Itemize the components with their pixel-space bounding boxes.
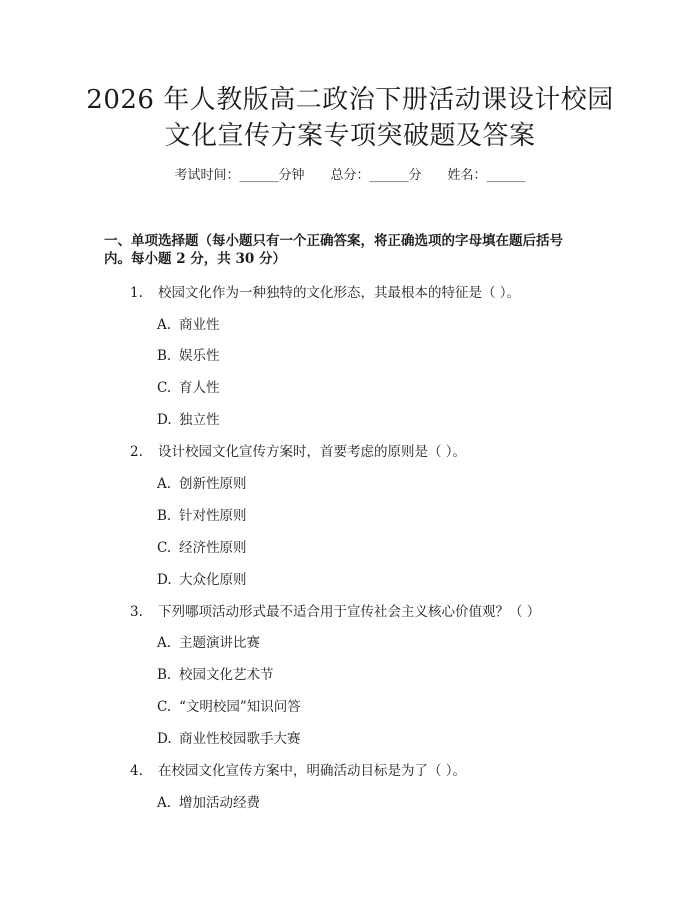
option-letter: B. [157,667,172,683]
option-q2-a [157,475,247,493]
option-q1-b [157,347,220,365]
question-text: 下列哪项活动形式最不适合用于宣传社会主义核心价值观？（ ） [158,604,541,620]
option-q3-c [157,698,301,716]
question-number: 3. [130,604,143,620]
question-3 [130,603,540,621]
option-text: 创新性原则 [179,476,247,492]
option-q3-b [157,666,274,684]
option-q2-b [157,507,247,525]
option-q4-a [157,794,260,812]
option-text: 增加活动经费 [179,795,260,811]
option-letter: C. [157,380,172,396]
exam-time: 考试时间：______分钟 [174,168,305,183]
option-letter: D. [157,412,172,428]
option-text: 大众化原则 [179,572,247,588]
option-text: 育人性 [179,380,220,396]
option-text: 经济性原则 [179,540,247,556]
option-letter: A. [157,635,172,651]
question-2 [130,443,466,461]
option-text: 娱乐性 [179,348,220,364]
option-letter: B. [157,348,172,364]
question-1 [130,284,520,302]
question-text: 设计校园文化宣传方案时，首要考虑的原则是（ ）。 [158,444,467,460]
document-title-line1: 2026 年人教版高二政治下册活动课设计校园 [86,85,614,115]
option-letter: A. [157,476,172,492]
question-number: 4. [130,763,143,779]
question-4 [130,762,466,780]
option-q1-c [157,379,220,397]
option-q3-d [157,730,301,748]
option-text: 主题演讲比赛 [179,635,260,651]
option-q2-c [157,539,247,557]
question-text: 校园文化作为一种独特的文化形态，其最根本的特征是（ ）。 [158,285,521,301]
option-text: “文明校园”知识问答 [179,699,301,715]
exam-name-field: 姓名：______ [447,168,526,183]
section-heading-line2: 内。每小题 2 分，共 30 分） [104,251,286,267]
option-text: 针对性原则 [179,508,247,524]
option-letter: B. [157,508,172,524]
option-letter: D. [157,731,172,747]
option-letter: C. [157,699,172,715]
option-letter: C. [157,540,172,556]
option-letter: A. [157,317,172,333]
option-q3-a [157,634,260,652]
option-text: 校园文化艺术节 [179,667,274,683]
option-text: 独立性 [179,412,220,428]
option-q1-d [157,411,220,429]
option-text: 商业性 [179,317,220,333]
document-title-line2: 文化宣传方案专项突破题及答案 [164,121,536,151]
question-number: 2. [130,444,143,460]
exam-meta-line [0,167,700,185]
question-number: 1. [130,285,143,301]
exam-total-score: 总分：______分 [330,168,422,183]
option-q1-a [157,316,220,334]
option-text: 商业性校园歌手大赛 [179,731,301,747]
option-letter: A. [157,795,172,811]
option-q2-d [157,571,247,589]
question-text: 在校园文化宣传方案中，明确活动目标是为了（ ）。 [158,763,467,779]
section-heading-line1: 一、单项选择题（每小题只有一个正确答案，将正确选项的字母填在题后括号 [104,233,563,249]
option-letter: D. [157,572,172,588]
